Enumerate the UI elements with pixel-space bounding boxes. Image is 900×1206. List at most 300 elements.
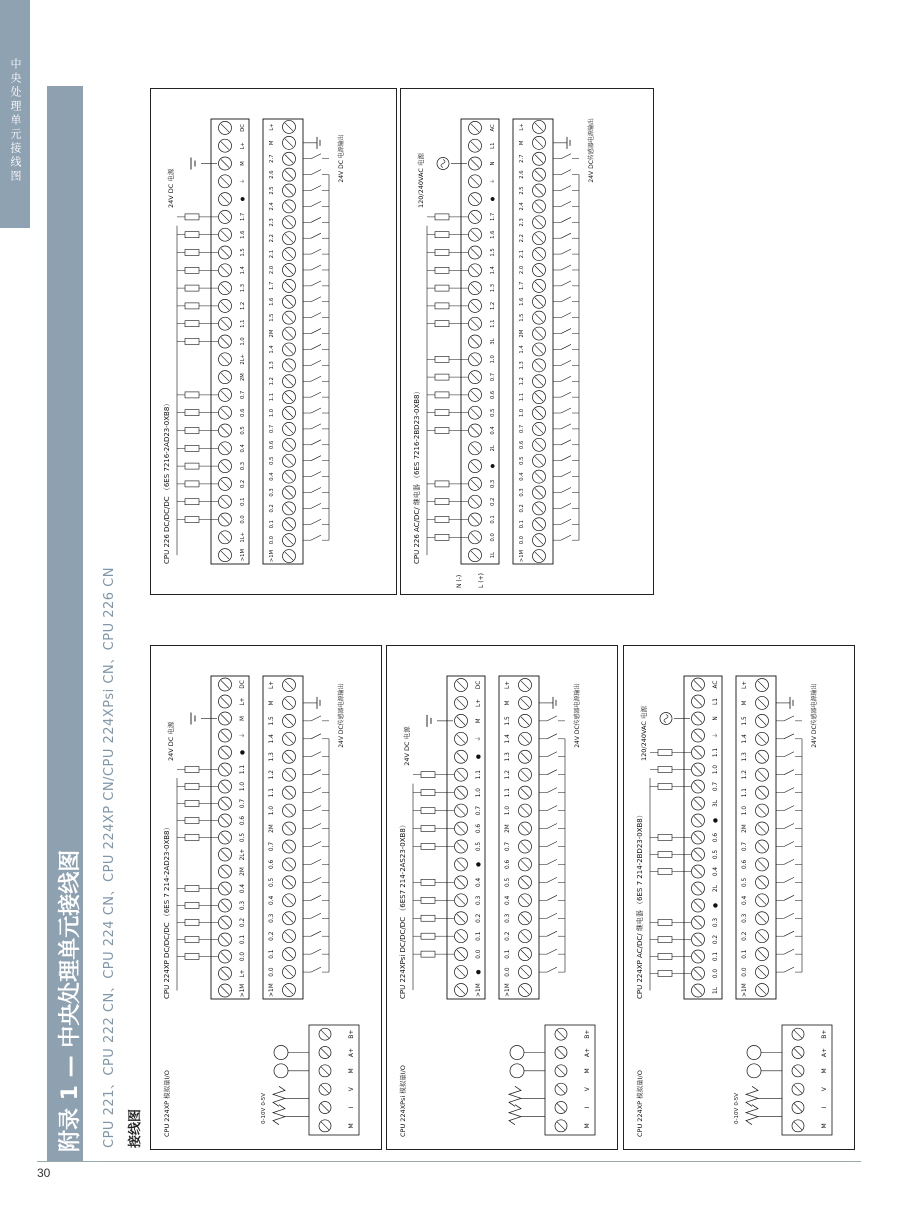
load-symbol bbox=[435, 410, 449, 416]
analog-terminal-label: M bbox=[821, 1123, 828, 1129]
analog-range-label: 0-10V bbox=[734, 1107, 740, 1124]
analog-terminal-label: I bbox=[821, 1106, 828, 1109]
output-terminal-label: 0.7 bbox=[476, 805, 482, 816]
input-terminal-label: 0.7 bbox=[742, 841, 748, 852]
output-terminal-label: 0.0 bbox=[240, 951, 246, 962]
load-symbol bbox=[421, 772, 435, 778]
switch-symbol bbox=[311, 931, 321, 936]
switch-symbol bbox=[784, 788, 794, 793]
input-terminal-label: 2.1 bbox=[269, 249, 275, 259]
input-terminal-label: 0.1 bbox=[269, 520, 275, 529]
output-terminal-label: ● bbox=[713, 817, 719, 824]
output-terminal-label: 0.4 bbox=[713, 866, 719, 877]
input-terminal-label: 1.2 bbox=[505, 770, 511, 780]
switch-symbol bbox=[311, 170, 321, 175]
switch-symbol bbox=[784, 770, 794, 775]
output-terminal-label: 1.6 bbox=[490, 230, 496, 239]
top-power-label: 24V DC 电源 bbox=[167, 721, 175, 761]
switch-symbol bbox=[784, 841, 794, 846]
output-terminal-label: 0.0 bbox=[713, 968, 719, 979]
input-terminal-label: 0.1 bbox=[742, 949, 748, 959]
analog-title: CPU 224XP 模拟量I/O bbox=[636, 1070, 644, 1137]
input-terminal-label: 0.4 bbox=[519, 472, 525, 481]
output-terminal-label: 2M bbox=[240, 867, 246, 876]
load-symbol bbox=[185, 903, 199, 909]
output-terminal-label: 1.1 bbox=[240, 764, 246, 775]
switch-symbol bbox=[311, 249, 321, 254]
load-symbol bbox=[185, 818, 199, 824]
switch-symbol bbox=[547, 824, 557, 829]
switch-symbol bbox=[547, 806, 557, 811]
input-terminal-label: 2.3 bbox=[519, 218, 525, 227]
switch-symbol bbox=[547, 931, 557, 936]
sensor-symbol bbox=[747, 1064, 761, 1078]
load-symbol bbox=[658, 971, 672, 977]
output-terminal-label: DC bbox=[240, 124, 246, 132]
load-symbol bbox=[435, 285, 449, 291]
wiring-panel-cpu226-ac bbox=[400, 88, 654, 595]
input-terminal-label: 1.6 bbox=[269, 297, 275, 306]
input-terminal-label: 2.1 bbox=[519, 249, 525, 259]
input-terminal-label: 2.0 bbox=[519, 265, 525, 275]
load-symbol bbox=[435, 499, 449, 505]
switch-symbol bbox=[311, 456, 321, 461]
bottom-power-label: 24V DC传感器电源输出 bbox=[574, 683, 581, 748]
input-terminal-label: 1.2 bbox=[269, 377, 275, 386]
input-terminal-label: 1.5 bbox=[742, 716, 748, 726]
output-terminal-label: 0.7 bbox=[240, 390, 246, 400]
switch-symbol bbox=[784, 895, 794, 900]
output-terminal-label: 0.5 bbox=[490, 408, 496, 417]
output-terminal-label: 0.4 bbox=[476, 877, 482, 887]
switch-symbol bbox=[561, 313, 571, 318]
bottom-power-label: 24V DC传感器电源输出 bbox=[338, 683, 345, 748]
input-terminal-label: 1.5 bbox=[269, 716, 275, 726]
output-terminal-label: M bbox=[476, 718, 482, 724]
input-terminal-label: 1.2 bbox=[742, 770, 748, 780]
load-symbol bbox=[421, 915, 435, 921]
analog-terminal-label: B+ bbox=[348, 1029, 355, 1039]
load-symbol bbox=[435, 534, 449, 540]
load-symbol bbox=[658, 835, 672, 841]
load-symbol bbox=[185, 428, 199, 434]
output-terminal-label: 0.3 bbox=[240, 461, 246, 471]
switch-symbol bbox=[561, 487, 571, 492]
load-symbol bbox=[185, 339, 199, 345]
input-terminal-label: 1.4 bbox=[519, 345, 525, 354]
switch-symbol bbox=[311, 503, 321, 508]
load-symbol bbox=[185, 463, 199, 469]
input-terminal-label: 2.7 bbox=[519, 154, 525, 163]
resistor-symbol bbox=[509, 1086, 521, 1106]
switch-symbol bbox=[547, 967, 557, 972]
input-terminal-label: 2.4 bbox=[269, 202, 275, 211]
input-terminal-label: 0.3 bbox=[505, 913, 511, 923]
load-symbol bbox=[658, 954, 672, 960]
input-terminal-label: 1.4 bbox=[505, 734, 511, 744]
switch-symbol bbox=[311, 233, 321, 238]
input-terminal-label: 2.6 bbox=[269, 170, 275, 179]
input-terminal-label: 0.1 bbox=[505, 949, 511, 959]
output-terminal-label: 0.2 bbox=[490, 497, 496, 506]
output-terminal-label: 1.1 bbox=[490, 319, 496, 328]
output-terminal-label: 0.2 bbox=[713, 934, 719, 945]
input-terminal-label: 0.2 bbox=[519, 504, 525, 513]
load-symbol bbox=[421, 933, 435, 939]
load-symbol bbox=[658, 937, 672, 943]
output-terminal-label: ● bbox=[713, 902, 719, 909]
load-symbol bbox=[435, 481, 449, 487]
switch-symbol bbox=[311, 859, 321, 864]
switch-symbol bbox=[784, 824, 794, 829]
analog-terminal-label: M bbox=[584, 1123, 591, 1129]
output-terminal-label: DC bbox=[240, 680, 246, 689]
analog-terminal-label: M bbox=[348, 1068, 355, 1074]
wiring-diagram bbox=[151, 646, 381, 1149]
bottom-power-label: 24V DC传感器电源输出 bbox=[588, 118, 595, 183]
output-terminal-label: AC bbox=[713, 680, 719, 689]
switch-symbol bbox=[311, 217, 321, 222]
output-terminal-label: 0.5 bbox=[240, 832, 246, 843]
output-terminal-label: >1M bbox=[476, 983, 482, 997]
input-terminal-label: 1.0 bbox=[742, 805, 748, 816]
load-symbol bbox=[185, 920, 199, 926]
input-terminal-label: 0.2 bbox=[269, 504, 275, 513]
load-symbol bbox=[185, 954, 199, 960]
panel-title: CPU 224XP AC/DC/ 继电器 （6ES 7 214-2BD23-0XB8） bbox=[636, 811, 644, 999]
load-symbol bbox=[185, 784, 199, 790]
switch-symbol bbox=[561, 297, 571, 302]
analog-terminal-label: V bbox=[348, 1087, 355, 1092]
output-terminal-label: M bbox=[240, 715, 246, 722]
input-terminal-label: >1M bbox=[269, 983, 275, 997]
switch-symbol bbox=[561, 281, 571, 286]
switch-symbol bbox=[547, 788, 557, 793]
analog-terminal-label: A+ bbox=[821, 1047, 828, 1058]
sensor-symbol bbox=[510, 1046, 524, 1060]
load-symbol bbox=[435, 356, 449, 362]
output-terminal-label: ● bbox=[240, 196, 246, 202]
input-terminal-label: 2.0 bbox=[269, 265, 275, 275]
top-power-label: 24V DC 电源 bbox=[167, 168, 175, 208]
output-terminal-label: 1.0 bbox=[240, 781, 246, 792]
output-terminal-label: 2L+ bbox=[240, 848, 246, 861]
switch-symbol bbox=[311, 360, 321, 365]
output-terminal-label: 0.2 bbox=[240, 917, 246, 928]
switch-symbol bbox=[311, 913, 321, 918]
load-symbol bbox=[421, 879, 435, 885]
input-terminal-label: 2.2 bbox=[519, 234, 525, 243]
load-symbol bbox=[421, 826, 435, 832]
output-terminal-label: 0.1 bbox=[490, 515, 496, 524]
output-terminal-label: 2L+ bbox=[240, 354, 246, 365]
switch-symbol bbox=[311, 392, 321, 397]
panel-title: CPU 226 AC/DC/ 继电器 （6ES 7216-2BD23-0XB8） bbox=[413, 387, 421, 564]
switch-symbol bbox=[311, 788, 321, 793]
switch-symbol bbox=[311, 281, 321, 286]
input-terminal-label: 2M bbox=[269, 329, 275, 338]
input-terminal-label: 1.4 bbox=[269, 734, 275, 744]
input-terminal-label: 1.2 bbox=[269, 770, 275, 780]
switch-symbol bbox=[547, 716, 557, 721]
output-terminal-label: 1.1 bbox=[713, 747, 719, 758]
switch-symbol bbox=[561, 249, 571, 254]
switch-symbol bbox=[561, 408, 571, 413]
input-terminal-label: M bbox=[742, 700, 748, 706]
switch-symbol bbox=[561, 217, 571, 222]
switch-symbol bbox=[561, 456, 571, 461]
load-symbol bbox=[421, 951, 435, 957]
output-terminal-label: 0.6 bbox=[240, 815, 246, 826]
load-symbol bbox=[421, 808, 435, 814]
analog-range-label: 0-10V bbox=[261, 1107, 267, 1124]
input-terminal-label: 1.3 bbox=[269, 361, 275, 370]
switch-symbol bbox=[311, 265, 321, 270]
wiring-diagram bbox=[401, 89, 653, 594]
switch-symbol bbox=[311, 734, 321, 739]
section-label: 接线图 bbox=[128, 1108, 143, 1148]
input-terminal-label: >1M bbox=[742, 983, 748, 997]
input-terminal-label: 0.4 bbox=[269, 895, 275, 905]
switch-symbol bbox=[311, 201, 321, 206]
side-tab bbox=[0, 0, 30, 228]
analog-terminal-label: A+ bbox=[584, 1047, 591, 1058]
panel-title: CPU 224XP DC/DC/DC （6ES 7 214-2AD23-0XB8） bbox=[163, 823, 171, 999]
input-terminal-label: 0.0 bbox=[505, 967, 511, 977]
load-symbol bbox=[185, 410, 199, 416]
wiring-panel-cpu226-dc bbox=[150, 88, 397, 595]
output-terminal-label: ● bbox=[476, 861, 482, 867]
output-terminal-label: 1.3 bbox=[240, 283, 246, 293]
load-symbol bbox=[435, 392, 449, 398]
load-symbol bbox=[185, 214, 199, 220]
sensor-symbol bbox=[510, 1064, 524, 1078]
output-terminal-label: 1L+ bbox=[240, 532, 246, 543]
resistor-symbol bbox=[746, 1086, 758, 1106]
load-symbol bbox=[658, 920, 672, 926]
page-number: 30 bbox=[37, 1166, 51, 1180]
switch-symbol bbox=[561, 170, 571, 175]
input-terminal-label: 1.5 bbox=[269, 313, 275, 322]
load-symbol bbox=[435, 267, 449, 273]
analog-terminal-label: A+ bbox=[348, 1047, 355, 1058]
analog-terminal-label: M bbox=[821, 1068, 828, 1074]
input-terminal-label: 0.0 bbox=[519, 536, 525, 545]
switch-symbol bbox=[547, 949, 557, 954]
input-terminal-label: 0.4 bbox=[269, 472, 275, 481]
analog-terminal-label: B+ bbox=[821, 1029, 828, 1039]
load-symbol bbox=[185, 481, 199, 487]
input-terminal-label: M bbox=[505, 700, 511, 706]
output-terminal-label: >1M bbox=[240, 549, 246, 562]
output-terminal-label: 1.3 bbox=[490, 283, 496, 293]
wiring-panel-cpu224xp-dc bbox=[150, 645, 382, 1150]
input-terminal-label: 2M bbox=[505, 824, 511, 833]
input-terminal-label: 1.3 bbox=[269, 752, 275, 762]
switch-symbol bbox=[311, 824, 321, 829]
input-terminal-label: >1M bbox=[269, 549, 275, 563]
switch-symbol bbox=[561, 233, 571, 238]
output-terminal-label: 3L bbox=[713, 800, 719, 807]
top-power-label: 120/240VAC 电源 bbox=[640, 706, 648, 761]
analog-terminal-label: M bbox=[584, 1068, 591, 1074]
output-terminal-label: L1 bbox=[713, 698, 719, 705]
output-terminal-label: 1.0 bbox=[490, 355, 496, 364]
output-terminal-label: 1.1 bbox=[240, 319, 246, 328]
analog-terminal-label: I bbox=[584, 1106, 591, 1109]
output-terminal-label: 0.3 bbox=[713, 917, 719, 928]
switch-symbol bbox=[547, 734, 557, 739]
switch-symbol bbox=[311, 716, 321, 721]
output-terminal-label: ● bbox=[476, 969, 482, 975]
switch-symbol bbox=[547, 859, 557, 864]
input-terminal-label: 1.6 bbox=[519, 297, 525, 306]
input-terminal-label: 0.1 bbox=[519, 520, 525, 529]
output-terminal-label: 1.6 bbox=[240, 230, 246, 239]
output-terminal-label: 0.7 bbox=[240, 798, 246, 809]
output-terminal-label: 1.7 bbox=[240, 212, 246, 222]
switch-symbol bbox=[561, 535, 571, 540]
input-terminal-label: 0.4 bbox=[742, 895, 748, 905]
switch-symbol bbox=[561, 201, 571, 206]
output-terminal-label: ⏚ bbox=[713, 732, 719, 739]
switch-symbol bbox=[784, 967, 794, 972]
switch-symbol bbox=[784, 716, 794, 721]
output-terminal-label: 0.4 bbox=[240, 444, 246, 453]
output-terminal-label: 0.6 bbox=[476, 823, 482, 834]
switch-symbol bbox=[311, 408, 321, 413]
output-terminal-label: 0.4 bbox=[240, 883, 246, 894]
output-terminal-label: 0.3 bbox=[490, 479, 496, 489]
wiring-diagram bbox=[151, 89, 396, 594]
switch-symbol bbox=[561, 329, 571, 334]
input-terminal-label: 1.7 bbox=[519, 281, 525, 290]
load-symbol bbox=[185, 267, 199, 273]
load-symbol bbox=[185, 321, 199, 327]
load-symbol bbox=[435, 321, 449, 327]
output-terminal-label: 1.5 bbox=[490, 248, 496, 257]
page-title: 附录 1 — 中央处理单元接线图 bbox=[58, 849, 83, 1152]
input-terminal-label: 0.3 bbox=[519, 488, 525, 497]
input-terminal-label: 2.4 bbox=[519, 202, 525, 211]
switch-symbol bbox=[311, 440, 321, 445]
switch-symbol bbox=[561, 424, 571, 429]
load-symbol bbox=[185, 392, 199, 398]
load-symbol bbox=[658, 750, 672, 756]
load-symbol bbox=[185, 232, 199, 238]
input-terminal-label: 0.5 bbox=[519, 456, 525, 465]
output-terminal-label: 0.0 bbox=[490, 533, 496, 542]
output-terminal-label: 1.4 bbox=[240, 266, 246, 275]
input-terminal-label: 0.2 bbox=[505, 931, 511, 941]
load-symbol bbox=[658, 869, 672, 875]
output-terminal-label: 0.3 bbox=[240, 900, 246, 911]
switch-symbol bbox=[784, 734, 794, 739]
switch-symbol bbox=[561, 265, 571, 270]
switch-symbol bbox=[547, 877, 557, 882]
switch-symbol bbox=[311, 487, 321, 492]
output-terminal-label: ⏚ bbox=[490, 178, 496, 184]
switch-symbol bbox=[311, 841, 321, 846]
output-terminal-label: ● bbox=[490, 463, 496, 469]
input-terminal-label: 1.5 bbox=[519, 313, 525, 322]
input-terminal-label: 2M bbox=[269, 824, 275, 833]
input-terminal-label: 1.1 bbox=[269, 788, 275, 798]
ac-line-label: L (+) bbox=[478, 573, 485, 588]
input-terminal-label: 0.3 bbox=[742, 913, 748, 923]
load-symbol bbox=[185, 517, 199, 523]
switch-symbol bbox=[784, 931, 794, 936]
wiring-diagram bbox=[387, 646, 617, 1149]
input-terminal-label: 1.5 bbox=[505, 716, 511, 726]
output-terminal-label: 0.7 bbox=[713, 781, 719, 792]
input-terminal-label: 0.6 bbox=[269, 440, 275, 449]
output-terminal-label: 1.5 bbox=[240, 248, 246, 257]
analog-terminal-label: V bbox=[584, 1087, 591, 1092]
input-terminal-label: 0.7 bbox=[519, 424, 525, 434]
input-terminal-label: 0.6 bbox=[505, 859, 511, 870]
input-terminal-label: 0.0 bbox=[269, 967, 275, 977]
top-power-label: 120/240VAC 电源 bbox=[417, 153, 425, 208]
input-terminal-label: L+ bbox=[519, 123, 525, 131]
switch-symbol bbox=[311, 806, 321, 811]
output-terminal-label: 0.5 bbox=[476, 841, 482, 852]
resistor-symbol bbox=[509, 1105, 521, 1125]
switch-symbol bbox=[784, 752, 794, 757]
output-terminal-label: 1.4 bbox=[490, 266, 496, 275]
resistor-symbol bbox=[746, 1105, 758, 1125]
analog-terminal-label: I bbox=[348, 1106, 355, 1109]
switch-symbol bbox=[311, 154, 321, 159]
switch-symbol bbox=[311, 752, 321, 757]
wiring-panel-cpu224xpsi bbox=[386, 645, 618, 1150]
sensor-symbol bbox=[274, 1064, 288, 1078]
output-terminal-label: 0.4 bbox=[490, 426, 496, 435]
load-symbol bbox=[658, 784, 672, 790]
input-terminal-label: 1.4 bbox=[269, 345, 275, 354]
input-terminal-label: 1.3 bbox=[505, 752, 511, 762]
switch-symbol bbox=[311, 967, 321, 972]
input-terminal-label: 1.3 bbox=[742, 752, 748, 762]
switch-symbol bbox=[561, 186, 571, 191]
output-terminal-label: 1.2 bbox=[490, 301, 496, 311]
load-symbol bbox=[435, 303, 449, 309]
load-symbol bbox=[421, 897, 435, 903]
output-terminal-label: 1.1 bbox=[476, 770, 482, 780]
bottom-power-label: 24V DC传感器电源输出 bbox=[811, 683, 818, 748]
page-subtitle: CPU 221、CPU 222 CN、CPU 224 CN、CPU 224XP CN/CPU 224XPsi CN、CPU 226 CN bbox=[102, 567, 117, 1148]
switch-symbol bbox=[784, 806, 794, 811]
switch-symbol bbox=[311, 535, 321, 540]
output-terminal-label: AC bbox=[490, 124, 496, 132]
output-terminal-label: 0.1 bbox=[476, 931, 482, 941]
load-symbol bbox=[185, 937, 199, 943]
switch-symbol bbox=[311, 344, 321, 349]
input-terminal-label: 1.4 bbox=[742, 734, 748, 744]
output-terminal-label: 0.6 bbox=[713, 832, 719, 843]
load-symbol bbox=[435, 517, 449, 523]
input-terminal-label: 1.1 bbox=[269, 393, 275, 402]
output-terminal-label: 1L bbox=[490, 551, 496, 559]
input-terminal-label: 2.2 bbox=[269, 234, 275, 243]
load-symbol bbox=[435, 214, 449, 220]
input-terminal-label: 0.2 bbox=[269, 931, 275, 941]
analog-title: CPU 224XP 模拟量I/O bbox=[163, 1070, 171, 1137]
switch-symbol bbox=[311, 519, 321, 524]
switch-symbol bbox=[311, 329, 321, 334]
input-terminal-label: 0.2 bbox=[742, 931, 748, 941]
page-rule bbox=[37, 1161, 861, 1162]
